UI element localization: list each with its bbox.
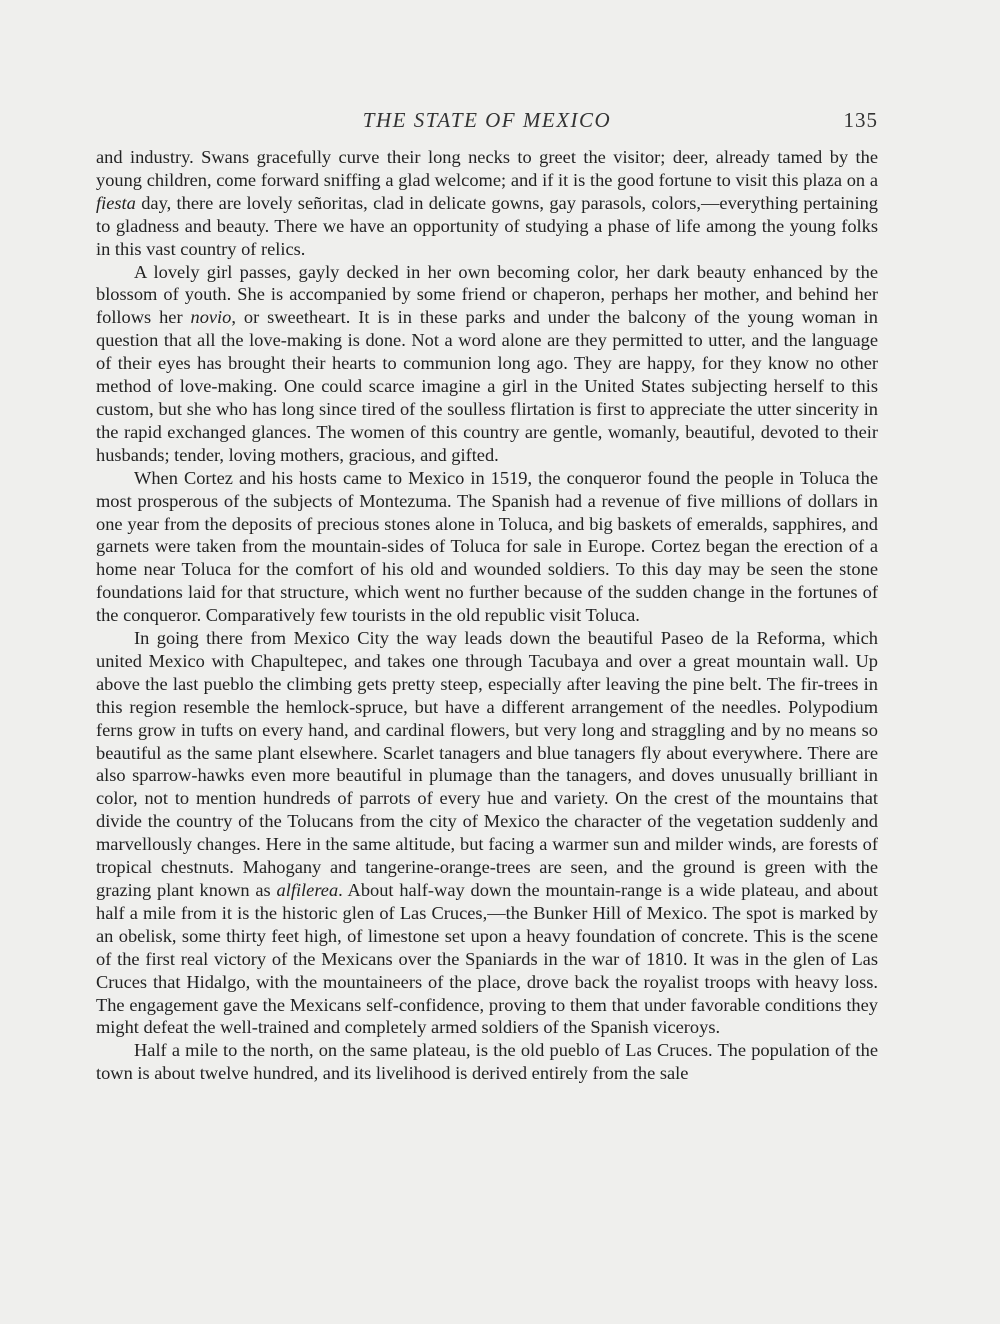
italic-text: alfilerea bbox=[276, 880, 339, 900]
paragraph-text: Half a mile to the north, on the same plateau, is the old pueblo of Las Cruces. The population of the town is about twelve hundred, and its livelihood is derived entirely from the sale bbox=[96, 1040, 878, 1084]
body-text bbox=[96, 146, 878, 1085]
italic-text: fiesta bbox=[96, 192, 136, 213]
paragraph bbox=[96, 1039, 878, 1085]
page-number: 135 bbox=[843, 108, 878, 132]
paragraph-text: and industry. Swans gracefully curve their long necks to greet the visitor; deer, already tamed by the young children, come forward sniffing a glad welcome; and if it is the good fortune to visit this plaza on a bbox=[96, 147, 878, 190]
paragraph-text: . About half-way down the mountain-range is a wide plateau, and about half a mile from it is the historic glen of Las Cruces,—the Bunker Hill of Mexico. The spot is marked by an obelisk, some thirty feet high, of limestone set upon a heavy foundation of concrete. This is the scene of the first real victory of the Mexicans over the Spaniards in the war of 1810. It was in the glen of Las Cruces that Hidalgo, with the mountaineers of the place, drove back the royalist troops with heavy loss. The engagement gave the Mexicans self-confidence, proving to them that under favorable conditions they might defeat the well-trained and completely armed soldiers of the Spanish viceroys. bbox=[96, 880, 878, 1038]
paragraph-text: In going there from Mexico City the way leads down the beautiful Paseo de la Reforma, which united Mexico with Chapultepec, and takes one through Tacubaya and over a great mountain wall. Up above the last pueblo the climbing gets pretty steep, especially after leaving the pine belt. The fir-trees in this region resemble the hemlock-spruce, but have a different arrangement of the needles. Polypodium ferns grow in tufts on every hand, and cardinal flowers, but very long and straggling and by no means so beautiful as the same plant elsewhere. Scarlet tanagers and blue tanagers fly about everywhere. There are also sparrow-hawks even more beautiful in plumage than the tanagers, and doves unusually brilliant in color, not to mention hundreds of parrots of every hue and variety. On the crest of the mountains that divide the country of the Tolucans from the city of Mexico the character of the vegetation suddenly and marvellously changes. Here in the same altitude, but facing a warmer sun and milder winds, are forests of tropical chestnuts. Mahogany and tangerine-orange-trees are seen, and the ground is green with the grazing plant known as bbox=[96, 628, 878, 900]
running-head bbox=[96, 108, 878, 136]
paragraph bbox=[96, 627, 878, 1039]
paragraph-text: day, there are lovely señoritas, clad in delicate gowns, gay parasols, colors,—everything pertaining to gladness and beauty. There we have an opportunity of studying a phase of life among the young folks in this vast country of relics. bbox=[96, 192, 878, 259]
running-title: THE STATE OF MEXICO bbox=[362, 108, 612, 132]
italic-text: novio bbox=[190, 307, 232, 328]
paragraph bbox=[96, 146, 878, 261]
paragraph-text: , or sweetheart. It is in these parks and under the balcony of the young woman in question that all the love-making is done. Not a word alone are they permitted to utter, and the language of their eyes has brought their hearts to communion long ago. They are happy, for they know no other method of love-making. One could scarce imagine a girl in the United States subjecting herself to this custom, but she who has long since tired of the soulless flirtation is first to appreciate the utter sincerity in the rapid exchanged glances. The women of this country are gentle, womanly, beautiful, devoted to their husbands; tender, loving mothers, gracious, and gifted. bbox=[96, 307, 878, 465]
paragraph-text: A lovely girl passes, gayly decked in her own becoming color, her dark beauty enhanced by the blossom of youth. She is accompanied by some friend or chaperon, perhaps her mother, and behind her follows her bbox=[96, 261, 878, 328]
paragraph-text: When Cortez and his hosts came to Mexico in 1519, the conqueror found the people in Toluca the most prosperous of the subjects of Montezuma. The Spanish had a revenue of five millions of dollars in one year from the deposits of precious stones alone in Toluca, and big baskets of emeralds, sapphires, and garnets were taken from the mountain-sides of Toluca for sale in Europe. Cortez began the erection of a home near Toluca for the comfort of his old and wounded soldiers. To this day may be seen the stone foundations laid for that structure, which went no further because of the sudden change in the fortunes of the conqueror. Comparatively few tourists in the old republic visit Toluca. bbox=[96, 467, 878, 626]
paragraph bbox=[96, 261, 878, 467]
paragraph bbox=[96, 467, 878, 627]
